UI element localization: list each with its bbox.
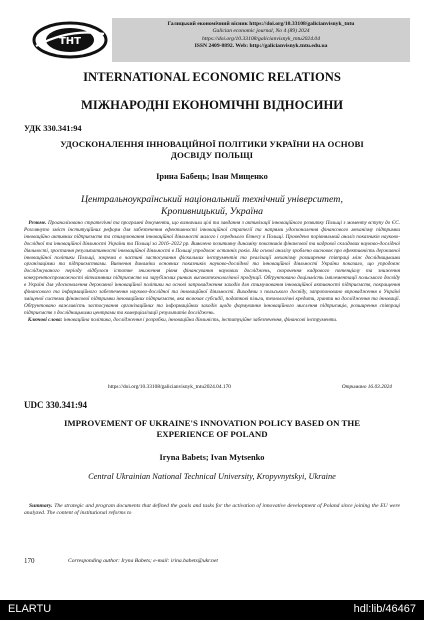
tntu-logo bbox=[30, 20, 110, 60]
summary-en bbox=[24, 503, 400, 541]
article-title-uk: УДОСКОНАЛЕННЯ ІННОВАЦІЙНОЇ ПОЛІТИКИ УКРАЇНИ НА ОСНОВІ ДОСВІДУ ПОЛЬЩІ bbox=[60, 139, 364, 160]
summary-label: Summary. bbox=[28, 503, 53, 509]
section-title-uk: МІЖНАРОДНІ ЕКОНОМІЧНІ ВІДНОСИНИ bbox=[80, 98, 344, 112]
header-issue-doi: https://doi.org/10.33108/galicianvisnyk_tntu2024.04 bbox=[201, 35, 321, 42]
article-title-en: IMPROVEMENT OF UKRAINE'S INNOVATION POLICY BASED ON THE EXPERIENCE OF POLAND bbox=[63, 418, 361, 439]
udc-code-en: UDC 330.341:94 bbox=[24, 400, 87, 410]
header-journal-uk: Галицький економічний вісник https://doi.org/10.33108/galicianvisnyk_tntu bbox=[167, 21, 355, 27]
affiliation-uk: Центральноукраїнський національний технічний університет, Кропивницький, Україна bbox=[80, 194, 343, 217]
handle-id: hdl:lib/46467 bbox=[353, 603, 416, 615]
keywords-label: Ключові слова: bbox=[27, 316, 63, 323]
summary-text: The strategic and program documents that defined the goals and tasks for the activation of innovative development of Poland since joining the EU were analyzed. The content of institutional reforms to bbox=[24, 503, 400, 517]
authors-uk: Ірина Бабець; Іван Мищенко bbox=[156, 172, 268, 181]
repository-name: ELARTU bbox=[8, 603, 52, 615]
section-title-en: INTERNATIONAL ECONOMIC RELATIONS bbox=[83, 70, 341, 84]
udk-code-uk: УДК 330.341:94 bbox=[24, 124, 82, 133]
keywords-text: інноваційна політика, дослідження і розробки, інноваційна діяльність, інституційне забезпечення, фінансові інструменти. bbox=[63, 316, 338, 323]
abstract-label: Резюме. bbox=[28, 220, 47, 226]
abstract-uk bbox=[24, 220, 400, 392]
header-issn: ISSN 2409-8892. Web: http://galicianvisnyk.tntu.edu.ua bbox=[194, 43, 328, 50]
svg-text:ТНТ: ТНТ bbox=[58, 36, 82, 47]
corresponding-author: Corresponding author: Iryna Babets; e-mail: irina.babets@ukr.net bbox=[68, 558, 218, 564]
header-journal-en: Galician economic journal, No 4 (89) 2024 bbox=[212, 28, 310, 35]
abstract-text: Проаналізовано стратегічні та програмні документи, що визначили цілі та завдання з активізації інноваційного розвитку Польщі з моменту вступу до ЄС. Розглянуто зміст інституційних реформ для забезпечення ефективності інноваційної стратегії та напрями удосконалення фінансового механізму підтримки інноваційно активних підприємств та стимулювання інноваційної діяльності малого і середнього бізнесу в Польщі. Проведено порівняльний аналіз показників науково-дослідної та інноваційної діяльності України та Польщі за 2016–2022 рр. Виявлено позитивну динаміку показників фінансової та кадрової складових науково-дослідної діяльності, зростання результативності інноваційної діяльності в Польщі упродовж останніх років. На основі аналізу зроблено висновок про ефективність державної інноваційної політики Польщі, зокрема в частині застосування фіскальних інструментів та реалізації механізму розширення співпраці між дослідницькими організаціями та підприємствами. Вивчення динаміки основних показників науково-дослідної та інноваційної діяльності України показало, що упродовж досліджуваного періоду відбулося істотне зниження рівня фінансування наукових досліджень, скорочення кадрового потенціалу та зниження конкурентоспроможності вітчизняних підприємств на зарубіжних ринках високотехнологічної продукції. Обґрунтовано доцільність імплементації польського досвіду в Україні для удосконалення державної інноваційної політики на основі запровадження заходів для стимулювання інноваційної активності підприємств, покращення фінансового та інформаційного забезпечення науково-дослідної та інноваційної діяльності. Виходячи з польського досвіду, запропоновано впровадження в Україні зміщеної системи фінансової підтримки інноваційних підприємств, яка включає субсидії, податкові пільги, технологічні кредити, гранти на дослідження та інновації. Обґрунтовано важливість застосування організаційних та інформаційних заходів щодо формування інноваційного мислення підприємців, розширення співпраці підприємств з дослідницькими центрами та комерціалізації результатів досліджень. bbox=[24, 220, 400, 316]
header-band bbox=[112, 18, 410, 62]
article-doi-link[interactable]: https://doi.org/10.33108/galicianvisnyk_tntu2024.04.170 bbox=[108, 384, 231, 390]
received-date: Отримано 16.03.2024 bbox=[341, 384, 392, 390]
repository-bar bbox=[0, 600, 424, 620]
page-number: 170 bbox=[24, 557, 35, 565]
authors-en: Iryna Babets; Ivan Mytsenko bbox=[159, 453, 265, 462]
journal-header bbox=[24, 18, 410, 62]
affiliation-en: Central Ukrainian National Technical University, Kropyvnytskyi, Ukraine bbox=[88, 472, 336, 481]
